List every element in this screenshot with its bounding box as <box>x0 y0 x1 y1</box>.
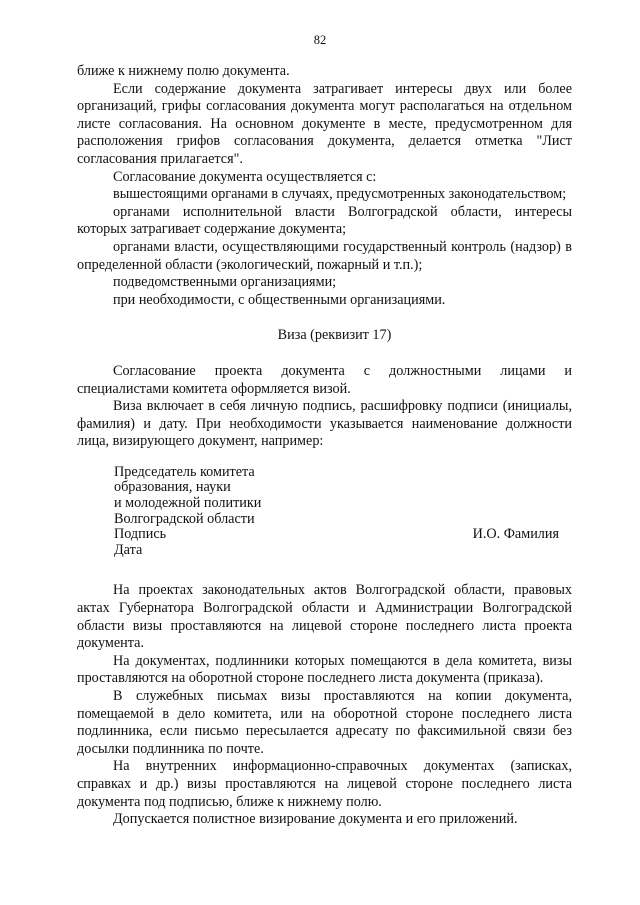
visa-name: И.О. Фамилия <box>472 526 559 543</box>
paragraph: Если содержание документа затрагивает интересы двух или более организаций, грифы согласования документа могут располагаться на отдельном листе согласования. На основном документе в месте, предусмотренном для расположения грифов согласования документа, делается отметка "Лист согласования прилагается". <box>77 80 572 167</box>
visa-position-line: Волгоградской области <box>114 510 255 527</box>
paragraph: На проектах законодательных актов Волгоградской области, правовых актах Губернатора Волгоградской области и Администрации Волгоградской области визы проставляются на лицевой стороне последнего листа проекта документа. <box>77 582 572 652</box>
visa-position-line: образования, науки <box>114 479 231 496</box>
list-item: при необходимости, с общественными организациями. <box>113 291 446 308</box>
visa-example <box>114 465 572 559</box>
visa-position-line: Председатель комитета <box>114 463 255 480</box>
list-item-text: вышестоящими органами в случаях, предусмотренных законодательством; <box>113 186 567 203</box>
paragraph: ближе к нижнему полю документа. <box>77 63 290 79</box>
list-item: подведомственными организациями; <box>113 274 337 291</box>
paragraph: Согласование документа осуществляется с: <box>113 168 377 185</box>
page-number: 82 <box>313 33 327 47</box>
visa-signature-row <box>114 527 572 543</box>
visa-position-line: и молодежной политики <box>114 495 262 512</box>
section-heading: Виза (реквизит 17) <box>277 327 392 344</box>
visa-date: Дата <box>114 541 143 558</box>
paragraph: Виза включает в себя личную подпись, расшифровку подписи (инициалы, фамилия) и дату. При необходимости указывается наименование должности лица, визирующего документ, например: <box>77 398 572 450</box>
visa-signature: Подпись <box>114 526 167 543</box>
paragraph: В служебных письмах визы проставляются на копии документа, помещаемой в дело комитета, или на оборотной стороне последнего листа подлинника, если письмо пересылается адресату по факсимильной связи без досылки подлинника по почте. <box>77 688 572 757</box>
list-item: органами власти, осуществляющими государственный контроль (надзор) в определенной области (экологический, пожарный и т.п.); <box>77 238 572 273</box>
list-item: органами исполнительной власти Волгоградской области, интересы которых затрагивает содержание документа; <box>77 203 572 238</box>
paragraph: На документах, подлинники которых помещаются в дела комитета, визы проставляются на оборотной стороне последнего листа документа (приказа). <box>77 652 572 687</box>
paragraph: Допускается полистное визирование документа и его приложений. <box>113 811 518 828</box>
paragraph: Согласование проекта документа с должностными лицами и специалистами комитета оформляется визой. <box>77 362 572 397</box>
list-item <box>77 186 572 204</box>
document-body <box>77 63 572 829</box>
paragraph: На внутренних информационно-справочных документах (записках, справках и др.) визы проставляются на лицевой стороне последнего листа документа под подписью, ближе к нижнему полю. <box>77 758 572 810</box>
